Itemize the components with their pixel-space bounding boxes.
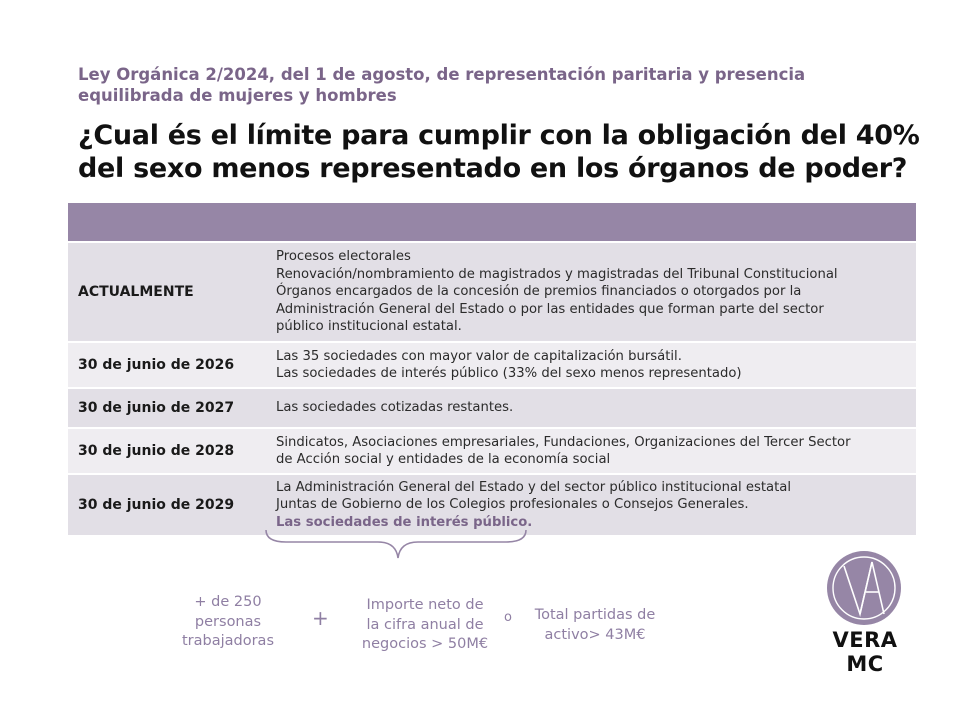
table-row: [68, 341, 916, 387]
criterion-line: la cifra anual de: [366, 616, 484, 633]
row-line: La Administración General del Estado y del sector público institucional estatal: [276, 479, 792, 495]
law-subtitle: [78, 64, 898, 106]
row-line: de Acción social y entidades de la economía social: [276, 452, 611, 467]
brand-name: VERA MC: [832, 628, 898, 676]
row-line: Renovación/nombramiento de magistrados y magistradas del Tribunal Constitucional: [276, 266, 838, 282]
subtitle-line: equilibrada de mujeres y hombres: [78, 86, 397, 105]
row-content: [276, 395, 916, 421]
row-line: Sindicatos, Asociaciones empresariales, Fundaciones, Organizaciones del Tercer Sector: [276, 434, 851, 450]
row-line: Órganos encargados de la concesión de premios financiados o otorgados por la: [276, 284, 802, 300]
table-row: [68, 473, 916, 535]
row-label: 30 de junio de 2026: [78, 357, 235, 373]
criterion-line: + de 250: [194, 594, 262, 610]
row-line: Juntas de Gobierno de los Colegios profesionales o Consejos Generales.: [276, 497, 749, 513]
deadline-table: [68, 203, 916, 535]
criterion-employees: [168, 593, 288, 652]
title-line: del sexo menos representado en los órganos de poder?: [78, 153, 908, 184]
row-label: 30 de junio de 2027: [78, 400, 235, 416]
row-line: Las sociedades cotizadas restantes.: [276, 400, 514, 416]
criterion-line: Importe neto de: [366, 597, 484, 613]
vera-mc-logo-icon: [824, 548, 904, 628]
criterion-line: activo> 43M€: [544, 626, 646, 643]
row-content: [276, 244, 916, 340]
page-title: [78, 119, 938, 185]
row-line: público institucional estatal.: [276, 319, 462, 335]
or-separator: o: [504, 610, 512, 625]
row-line: Las 35 sociedades con mayor valor de capitalización bursátil.: [276, 348, 682, 364]
row-line: Administración General del Estado o por las entidades que forman parte del sector: [276, 301, 824, 317]
row-content: [276, 430, 916, 473]
curly-brace-icon: [262, 528, 530, 564]
table-header-bar: [68, 203, 916, 241]
row-content: [276, 344, 916, 387]
criterion-line: negocios > 50M€: [361, 636, 489, 652]
criterion-turnover: [348, 596, 502, 655]
row-content: [276, 475, 916, 536]
criterion-line: Total partidas de: [534, 607, 656, 623]
table-row: [68, 241, 916, 341]
criterion-line: personas: [194, 613, 262, 630]
row-label: 30 de junio de 2028: [78, 443, 235, 459]
criterion-assets: [522, 606, 668, 645]
row-line: Procesos electorales: [276, 249, 411, 265]
row-label: 30 de junio de 2029: [78, 497, 235, 513]
table-row: [68, 387, 916, 427]
row-line: Las sociedades de interés público (33% del sexo menos representado): [276, 366, 742, 381]
title-line: ¿Cual és el límite para cumplir con la obligación del 40%: [78, 120, 920, 151]
table-row: [68, 427, 916, 473]
criterion-line: trabajadoras: [181, 633, 274, 649]
plus-sign: +: [312, 606, 329, 630]
subtitle-line: Ley Orgánica 2/2024, del 1 de agosto, de representación paritaria y presencia: [78, 65, 806, 84]
row-highlight: Las sociedades de interés público.: [276, 514, 533, 530]
row-label: ACTUALMENTE: [78, 284, 194, 300]
